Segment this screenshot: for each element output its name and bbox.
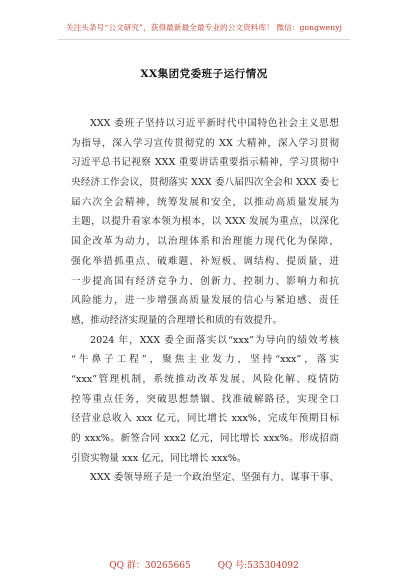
document-title: XX集团党委班子运行情况 bbox=[140, 68, 268, 80]
paragraph-3 bbox=[71, 468, 339, 488]
text-line: XXX 委领导班子是一个政治坚定、坚强有力、谋事干事、 bbox=[90, 472, 339, 484]
text-line: 2024 年，XXX 委全面落实以“xxx”为导向的绩效考核 bbox=[90, 334, 339, 346]
header-divider bbox=[58, 39, 350, 40]
text-line: 强化举措抓重点、破难题、补短板、调结构、提质量，进 bbox=[71, 255, 339, 267]
text-line: 风险能力，进一步增强高质量发展的信心与紧迫感、责任 bbox=[71, 295, 339, 307]
document-body bbox=[71, 114, 339, 488]
text-line: 央经济工作会议，贯彻落实 XXX 委八届四次全会和 XXX 委七 bbox=[71, 177, 339, 189]
paragraph-2 bbox=[71, 331, 339, 469]
text-line: 的 xxx%。新签合同 xxx2 亿元，同比增长 xxx%。形成招商 bbox=[71, 433, 339, 444]
paragraph-1 bbox=[71, 114, 339, 331]
text-line: 感，推动经济实现量的合理增长和质的有效提升。 bbox=[71, 314, 283, 326]
text-line: 径营业总收入 xxx 亿元，同比增长 xxx%，完成年预期目标 bbox=[71, 413, 339, 425]
header-promo-note: 关注头条号“公文研究”，获得最新最全最专业的公文资料库！ 微信：gongwenyj bbox=[65, 23, 343, 32]
text-line: 国企改革为动力，以治理体系和治理能力现代化为保障， bbox=[71, 236, 339, 248]
text-line: 引资实物量 xxx 亿元，同比增长 xxx%。 bbox=[71, 452, 247, 464]
text-line: 习近平总书记视察 XXX 重要讲话重要指示精神，学习贯彻中 bbox=[71, 157, 339, 169]
footer-qq-group: QQ 群：30265665 bbox=[109, 561, 191, 571]
text-line: XXX 委班子坚持以习近平新时代中国特色社会主义思想 bbox=[90, 118, 339, 129]
text-line: 为指导，深入学习宣传贯彻党的 XX 大精神，深入学习贯彻 bbox=[71, 137, 339, 149]
footer-qq-number: QQ 号:535304092 bbox=[217, 561, 299, 571]
text-line: “牛鼻子工程”，聚焦主业发力，坚持“xxx”，落实 bbox=[71, 354, 339, 366]
text-line: 控等重点任务，突破思想禁锢、找准破解路径，实现全口 bbox=[71, 393, 339, 405]
footer-contact bbox=[0, 558, 408, 571]
text-line: “xxx”管理机制，系统推动改革发展、风险化解、疫情防 bbox=[71, 373, 339, 385]
text-line: 主题，以提升看家本领为根本，以 XXX 发展为重点，以深化 bbox=[71, 216, 339, 228]
text-line: 届六次全会精神，统筹发展和安全，以推动高质量发展为 bbox=[71, 196, 339, 208]
text-line: 一步提高国有经济竞争力、创新力、控制力、影响力和抗 bbox=[71, 275, 339, 287]
